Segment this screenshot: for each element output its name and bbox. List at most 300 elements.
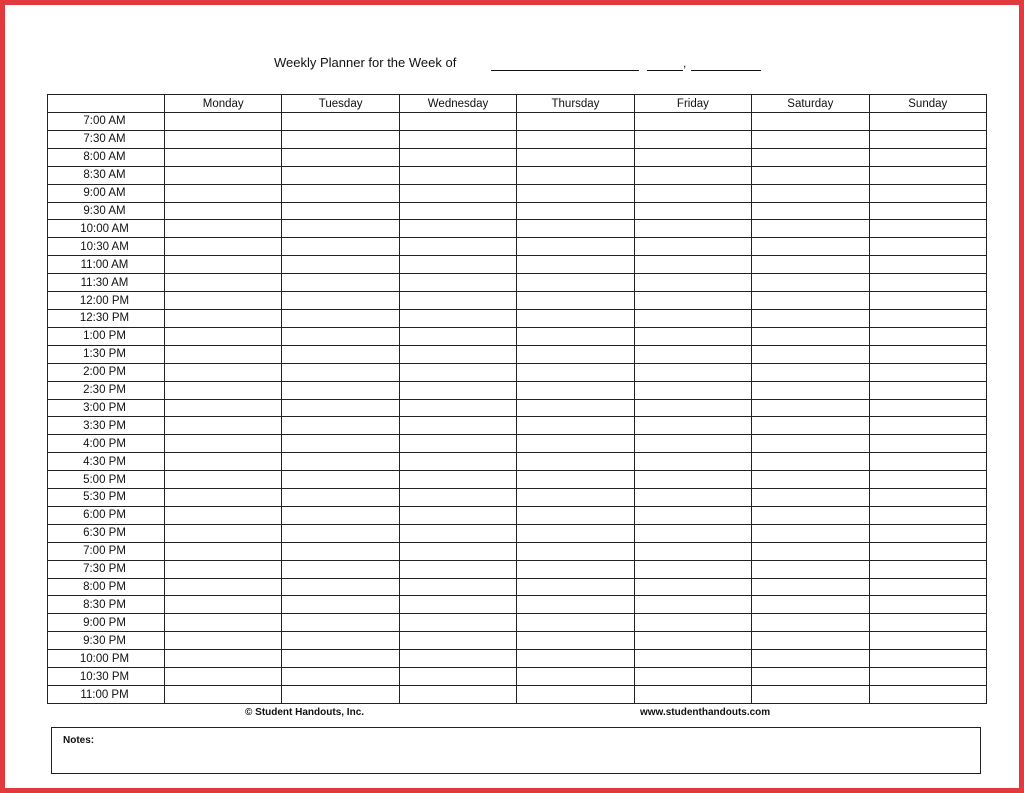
slot-cell-sunday[interactable] [869,668,986,686]
slot-cell-wednesday[interactable] [399,578,516,596]
slot-cell-friday[interactable] [634,453,751,471]
day-header-friday: Friday [634,95,751,113]
slot-cell-wednesday[interactable] [399,453,516,471]
slot-cell-monday[interactable] [165,399,282,417]
slot-cell-tuesday[interactable] [282,560,399,578]
slot-cell-friday[interactable] [634,113,751,131]
slot-cell-tuesday[interactable] [282,345,399,363]
slot-cell-friday[interactable] [634,542,751,560]
slot-cell-monday[interactable] [165,238,282,256]
slot-cell-tuesday[interactable] [282,363,399,381]
slot-cell-thursday[interactable] [517,327,634,345]
slot-cell-tuesday[interactable] [282,148,399,166]
slot-cell-saturday[interactable] [752,327,869,345]
slot-cell-wednesday[interactable] [399,256,516,274]
slot-cell-wednesday[interactable] [399,614,516,632]
table-row [48,453,987,471]
slot-cell-saturday[interactable] [752,274,869,292]
slot-cell-sunday[interactable] [869,113,986,131]
slot-cell-friday[interactable] [634,417,751,435]
slot-cell-friday[interactable] [634,560,751,578]
slot-cell-wednesday[interactable] [399,650,516,668]
table-row [48,166,987,184]
slot-cell-thursday[interactable] [517,166,634,184]
time-label: 12:00 PM [48,292,165,310]
slot-cell-saturday[interactable] [752,184,869,202]
slot-cell-monday[interactable] [165,453,282,471]
slot-cell-tuesday[interactable] [282,453,399,471]
table-row [48,184,987,202]
table-row [48,614,987,632]
slot-cell-thursday[interactable] [517,506,634,524]
slot-cell-friday[interactable] [634,435,751,453]
slot-cell-sunday[interactable] [869,542,986,560]
slot-cell-friday[interactable] [634,130,751,148]
slot-cell-friday[interactable] [634,238,751,256]
slot-cell-monday[interactable] [165,560,282,578]
slot-cell-tuesday[interactable] [282,166,399,184]
slot-cell-thursday[interactable] [517,435,634,453]
slot-cell-thursday[interactable] [517,309,634,327]
slot-cell-wednesday[interactable] [399,435,516,453]
slot-cell-monday[interactable] [165,184,282,202]
slot-cell-thursday[interactable] [517,471,634,489]
time-label: 8:00 AM [48,148,165,166]
table-row [48,650,987,668]
table-row [48,113,987,131]
slot-cell-monday[interactable] [165,220,282,238]
slot-cell-tuesday[interactable] [282,471,399,489]
slot-cell-saturday[interactable] [752,363,869,381]
slot-cell-friday[interactable] [634,363,751,381]
time-label: 12:30 PM [48,309,165,327]
slot-cell-wednesday[interactable] [399,596,516,614]
slot-cell-friday[interactable] [634,381,751,399]
slot-cell-friday[interactable] [634,256,751,274]
slot-cell-wednesday[interactable] [399,417,516,435]
time-label: 7:00 PM [48,542,165,560]
slot-cell-friday[interactable] [634,650,751,668]
time-label: 5:30 PM [48,489,165,507]
slot-cell-saturday[interactable] [752,560,869,578]
slot-cell-thursday[interactable] [517,650,634,668]
header-row [48,95,987,113]
week-month-blank[interactable] [491,70,639,71]
slot-cell-monday[interactable] [165,256,282,274]
slot-cell-thursday[interactable] [517,686,634,704]
slot-cell-tuesday[interactable] [282,274,399,292]
slot-cell-sunday[interactable] [869,453,986,471]
time-label: 11:00 PM [48,686,165,704]
slot-cell-sunday[interactable] [869,399,986,417]
slot-cell-sunday[interactable] [869,292,986,310]
slot-cell-saturday[interactable] [752,113,869,131]
slot-cell-tuesday[interactable] [282,220,399,238]
slot-cell-friday[interactable] [634,184,751,202]
time-label: 4:30 PM [48,453,165,471]
slot-cell-thursday[interactable] [517,130,634,148]
slot-cell-sunday[interactable] [869,274,986,292]
table-row [48,327,987,345]
slot-cell-thursday[interactable] [517,632,634,650]
slot-cell-tuesday[interactable] [282,614,399,632]
slot-cell-monday[interactable] [165,650,282,668]
week-year-blank[interactable] [691,70,761,71]
slot-cell-monday[interactable] [165,166,282,184]
slot-cell-tuesday[interactable] [282,686,399,704]
table-row [48,560,987,578]
slot-cell-monday[interactable] [165,327,282,345]
slot-cell-thursday[interactable] [517,345,634,363]
time-label: 11:30 AM [48,274,165,292]
slot-cell-friday[interactable] [634,202,751,220]
slot-cell-saturday[interactable] [752,668,869,686]
slot-cell-thursday[interactable] [517,489,634,507]
slot-cell-wednesday[interactable] [399,274,516,292]
slot-cell-monday[interactable] [165,363,282,381]
slot-cell-sunday[interactable] [869,489,986,507]
corner-cell [48,95,165,113]
slot-cell-saturday[interactable] [752,256,869,274]
slot-cell-thursday[interactable] [517,292,634,310]
slot-cell-sunday[interactable] [869,202,986,220]
time-label: 3:30 PM [48,417,165,435]
slot-cell-monday[interactable] [165,524,282,542]
slot-cell-friday[interactable] [634,668,751,686]
slot-cell-friday[interactable] [634,632,751,650]
slot-cell-wednesday[interactable] [399,309,516,327]
slot-cell-saturday[interactable] [752,632,869,650]
time-label: 9:00 AM [48,184,165,202]
slot-cell-tuesday[interactable] [282,381,399,399]
slot-cell-monday[interactable] [165,113,282,131]
slot-cell-thursday[interactable] [517,453,634,471]
table-row [48,417,987,435]
slot-cell-monday[interactable] [165,345,282,363]
time-label: 11:00 AM [48,256,165,274]
slot-cell-monday[interactable] [165,489,282,507]
slot-cell-thursday[interactable] [517,148,634,166]
slot-cell-tuesday[interactable] [282,596,399,614]
slot-cell-monday[interactable] [165,686,282,704]
slot-cell-saturday[interactable] [752,148,869,166]
time-label: 7:30 PM [48,560,165,578]
slot-cell-sunday[interactable] [869,506,986,524]
table-row [48,202,987,220]
slot-cell-saturday[interactable] [752,489,869,507]
slot-cell-friday[interactable] [634,614,751,632]
slot-cell-thursday[interactable] [517,596,634,614]
slot-cell-friday[interactable] [634,327,751,345]
slot-cell-tuesday[interactable] [282,202,399,220]
planner-body [48,113,987,704]
table-row [48,292,987,310]
slot-cell-sunday[interactable] [869,220,986,238]
slot-cell-thursday[interactable] [517,560,634,578]
notes-label: Notes: [63,735,95,746]
table-row [48,578,987,596]
slot-cell-thursday[interactable] [517,524,634,542]
slot-cell-tuesday[interactable] [282,578,399,596]
slot-cell-tuesday[interactable] [282,184,399,202]
slot-cell-sunday[interactable] [869,632,986,650]
slot-cell-sunday[interactable] [869,184,986,202]
day-header-saturday: Saturday [752,95,869,113]
title-text: Weekly Planner for the Week of [274,55,457,70]
table-row [48,524,987,542]
slot-cell-saturday[interactable] [752,596,869,614]
slot-cell-friday[interactable] [634,345,751,363]
slot-cell-sunday[interactable] [869,650,986,668]
slot-cell-monday[interactable] [165,381,282,399]
slot-cell-sunday[interactable] [869,435,986,453]
table-row [48,489,987,507]
slot-cell-saturday[interactable] [752,345,869,363]
time-label: 9:30 AM [48,202,165,220]
time-label: 10:30 AM [48,238,165,256]
slot-cell-sunday[interactable] [869,381,986,399]
table-row [48,274,987,292]
slot-cell-saturday[interactable] [752,578,869,596]
slot-cell-wednesday[interactable] [399,524,516,542]
time-label: 7:30 AM [48,130,165,148]
slot-cell-tuesday[interactable] [282,399,399,417]
slot-cell-thursday[interactable] [517,668,634,686]
slot-cell-wednesday[interactable] [399,238,516,256]
slot-cell-monday[interactable] [165,148,282,166]
slot-cell-wednesday[interactable] [399,506,516,524]
day-header-monday: Monday [165,95,282,113]
slot-cell-friday[interactable] [634,489,751,507]
slot-cell-wednesday[interactable] [399,166,516,184]
slot-cell-wednesday[interactable] [399,489,516,507]
website-link[interactable]: www.studenthandouts.com [640,707,771,718]
table-row [48,506,987,524]
slot-cell-monday[interactable] [165,130,282,148]
slot-cell-saturday[interactable] [752,453,869,471]
table-row [48,668,987,686]
slot-cell-sunday[interactable] [869,345,986,363]
slot-cell-saturday[interactable] [752,650,869,668]
slot-cell-thursday[interactable] [517,542,634,560]
slot-cell-saturday[interactable] [752,686,869,704]
slot-cell-wednesday[interactable] [399,292,516,310]
slot-cell-friday[interactable] [634,148,751,166]
slot-cell-monday[interactable] [165,614,282,632]
slot-cell-friday[interactable] [634,399,751,417]
slot-cell-friday[interactable] [634,309,751,327]
slot-cell-tuesday[interactable] [282,256,399,274]
slot-cell-friday[interactable] [634,506,751,524]
slot-cell-saturday[interactable] [752,614,869,632]
slot-cell-sunday[interactable] [869,309,986,327]
slot-cell-tuesday[interactable] [282,524,399,542]
slot-cell-tuesday[interactable] [282,113,399,131]
slot-cell-tuesday[interactable] [282,327,399,345]
slot-cell-monday[interactable] [165,309,282,327]
table-row [48,435,987,453]
table-row [48,632,987,650]
slot-cell-wednesday[interactable] [399,668,516,686]
slot-cell-wednesday[interactable] [399,560,516,578]
slot-cell-monday[interactable] [165,596,282,614]
slot-cell-wednesday[interactable] [399,220,516,238]
planner-table [47,94,987,704]
slot-cell-wednesday[interactable] [399,113,516,131]
slot-cell-sunday[interactable] [869,166,986,184]
slot-cell-sunday[interactable] [869,524,986,542]
slot-cell-wednesday[interactable] [399,202,516,220]
slot-cell-thursday[interactable] [517,399,634,417]
slot-cell-sunday[interactable] [869,686,986,704]
planner-title [5,55,1024,73]
slot-cell-thursday[interactable] [517,256,634,274]
slot-cell-sunday[interactable] [869,471,986,489]
slot-cell-sunday[interactable] [869,417,986,435]
time-label: 7:00 AM [48,113,165,131]
slot-cell-tuesday[interactable] [282,668,399,686]
time-label: 10:00 PM [48,650,165,668]
slot-cell-friday[interactable] [634,292,751,310]
slot-cell-monday[interactable] [165,632,282,650]
slot-cell-sunday[interactable] [869,363,986,381]
time-label: 1:30 PM [48,345,165,363]
slot-cell-saturday[interactable] [752,166,869,184]
slot-cell-friday[interactable] [634,274,751,292]
slot-cell-thursday[interactable] [517,578,634,596]
title-comma: , [683,56,687,70]
time-label: 10:00 AM [48,220,165,238]
slot-cell-tuesday[interactable] [282,292,399,310]
slot-cell-wednesday[interactable] [399,148,516,166]
slot-cell-tuesday[interactable] [282,542,399,560]
slot-cell-saturday[interactable] [752,399,869,417]
table-row [48,596,987,614]
slot-cell-monday[interactable] [165,506,282,524]
slot-cell-saturday[interactable] [752,524,869,542]
slot-cell-wednesday[interactable] [399,345,516,363]
slot-cell-thursday[interactable] [517,417,634,435]
slot-cell-friday[interactable] [634,220,751,238]
slot-cell-friday[interactable] [634,686,751,704]
slot-cell-wednesday[interactable] [399,381,516,399]
slot-cell-tuesday[interactable] [282,417,399,435]
slot-cell-sunday[interactable] [869,238,986,256]
slot-cell-wednesday[interactable] [399,686,516,704]
slot-cell-saturday[interactable] [752,292,869,310]
slot-cell-monday[interactable] [165,471,282,489]
slot-cell-thursday[interactable] [517,363,634,381]
slot-cell-tuesday[interactable] [282,489,399,507]
time-label: 4:00 PM [48,435,165,453]
slot-cell-wednesday[interactable] [399,327,516,345]
slot-cell-saturday[interactable] [752,381,869,399]
slot-cell-wednesday[interactable] [399,130,516,148]
slot-cell-tuesday[interactable] [282,238,399,256]
slot-cell-friday[interactable] [634,578,751,596]
day-header-tuesday: Tuesday [282,95,399,113]
slot-cell-thursday[interactable] [517,220,634,238]
slot-cell-tuesday[interactable] [282,650,399,668]
slot-cell-tuesday[interactable] [282,435,399,453]
table-row [48,256,987,274]
slot-cell-saturday[interactable] [752,130,869,148]
slot-cell-sunday[interactable] [869,560,986,578]
slot-cell-wednesday[interactable] [399,363,516,381]
slot-cell-monday[interactable] [165,292,282,310]
slot-cell-saturday[interactable] [752,309,869,327]
time-label: 6:30 PM [48,524,165,542]
slot-cell-saturday[interactable] [752,542,869,560]
slot-cell-wednesday[interactable] [399,542,516,560]
notes-box[interactable] [51,727,981,774]
slot-cell-thursday[interactable] [517,113,634,131]
slot-cell-thursday[interactable] [517,238,634,256]
slot-cell-saturday[interactable] [752,417,869,435]
time-label: 1:00 PM [48,327,165,345]
slot-cell-saturday[interactable] [752,202,869,220]
slot-cell-friday[interactable] [634,524,751,542]
slot-cell-friday[interactable] [634,166,751,184]
table-row [48,220,987,238]
slot-cell-monday[interactable] [165,542,282,560]
slot-cell-friday[interactable] [634,471,751,489]
slot-cell-monday[interactable] [165,578,282,596]
slot-cell-sunday[interactable] [869,130,986,148]
slot-cell-friday[interactable] [634,596,751,614]
slot-cell-saturday[interactable] [752,435,869,453]
slot-cell-monday[interactable] [165,668,282,686]
slot-cell-wednesday[interactable] [399,632,516,650]
slot-cell-sunday[interactable] [869,327,986,345]
table-row [48,471,987,489]
slot-cell-tuesday[interactable] [282,632,399,650]
slot-cell-sunday[interactable] [869,256,986,274]
slot-cell-tuesday[interactable] [282,309,399,327]
slot-cell-saturday[interactable] [752,471,869,489]
slot-cell-saturday[interactable] [752,506,869,524]
slot-cell-thursday[interactable] [517,184,634,202]
table-row [48,381,987,399]
slot-cell-sunday[interactable] [869,596,986,614]
slot-cell-monday[interactable] [165,274,282,292]
slot-cell-monday[interactable] [165,435,282,453]
slot-cell-saturday[interactable] [752,220,869,238]
slot-cell-wednesday[interactable] [399,399,516,417]
slot-cell-monday[interactable] [165,202,282,220]
time-label: 9:30 PM [48,632,165,650]
table-row [48,238,987,256]
slot-cell-sunday[interactable] [869,148,986,166]
slot-cell-monday[interactable] [165,417,282,435]
slot-cell-thursday[interactable] [517,202,634,220]
slot-cell-tuesday[interactable] [282,130,399,148]
slot-cell-wednesday[interactable] [399,184,516,202]
slot-cell-thursday[interactable] [517,274,634,292]
slot-cell-thursday[interactable] [517,381,634,399]
table-row [48,148,987,166]
table-row [48,363,987,381]
slot-cell-sunday[interactable] [869,614,986,632]
week-day-blank[interactable] [647,70,683,71]
slot-cell-saturday[interactable] [752,238,869,256]
day-header-sunday: Sunday [869,95,986,113]
slot-cell-sunday[interactable] [869,578,986,596]
slot-cell-wednesday[interactable] [399,471,516,489]
time-label: 8:00 PM [48,578,165,596]
slot-cell-tuesday[interactable] [282,506,399,524]
slot-cell-thursday[interactable] [517,614,634,632]
